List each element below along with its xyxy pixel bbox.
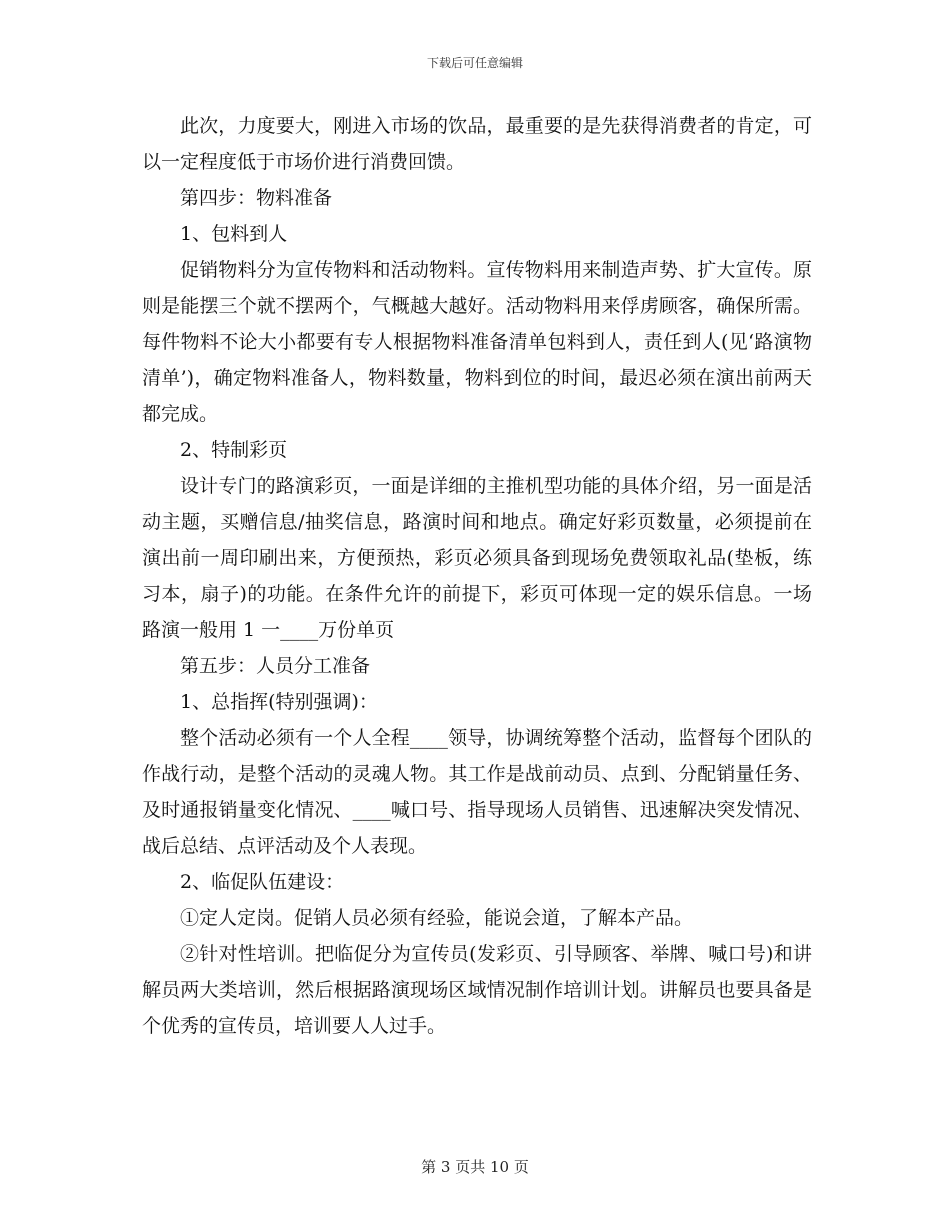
subheading-commander: 1、总指挥(特别强调)：: [180, 691, 378, 713]
paragraph-flyer: 设计专门的路演彩页，一面是详细的主推机型功能的具体介绍，另一面是活动主题，买赠信息/抽奖信息，路演时间和地点。确定好彩页数量，必须提前在演出前一周印刷出来，方便预热，彩页必须具备到现场免费领取礼品(垫板，练习本，扇子)的功能。在条件允许的前提下，彩页可体现一定的娱乐信息。一场路演一般用 1 一____万份单页: [142, 475, 812, 641]
page-number-footer: 第 3 页共 10 页: [421, 1158, 529, 1176]
paragraph-commander: 整个活动必须有一个人全程____领导，协调统筹整个活动，监督每个团队的作战行动，是整个活动的灵魂人物。其工作是战前动员、点到、分配销量任务、及时通报销量变化情况、____喊口号、指导现场人员销售、迅速解决突发情况、战后总结、点评活动及个人表现。: [142, 727, 812, 857]
subheading-promoter-team: 2、临促队伍建设：: [180, 871, 345, 893]
section-heading-step-4: 第四步：物料准备: [180, 187, 333, 209]
section-heading-step-5: 第五步：人员分工准备: [180, 655, 371, 677]
paragraph-intro: 此次，力度要大，刚进入市场的饮品，最重要的是先获得消费者的肯定，可以一定程度低于市场价进行消费回馈。: [142, 115, 812, 173]
subheading-special-flyer: 2、特制彩页: [180, 439, 288, 461]
list-item-positions: ①定人定岗。促销人员必须有经验，能说会道，了解本产品。: [180, 907, 694, 929]
page-header: 下载后可任意编辑: [426, 56, 523, 70]
list-item-training: ②针对性培训。把临促分为宣传员(发彩页、引导顾客、举牌、喊口号)和讲解员两大类培训，然后根据路演现场区域情况制作培训计划。讲解员也要具备是个优秀的宣传员，培训要人人过手。: [142, 943, 812, 1037]
document-body: [142, 108, 812, 1044]
paragraph-materials: 促销物料分为宣传物料和活动物料。宣传物料用来制造声势、扩大宣传。原则是能摆三个就不摆两个，气概越大越好。活动物料用来俘虏顾客，确保所需。每件物料不论大小都要有专人根据物料准备清单包料到人，责任到人(见‘路演物清单’)，确定物料准备人，物料数量，物料到位的时间，最迟必须在演出前两天都完成。: [142, 259, 812, 425]
subheading-materials-per-person: 1、包料到人: [180, 223, 288, 245]
